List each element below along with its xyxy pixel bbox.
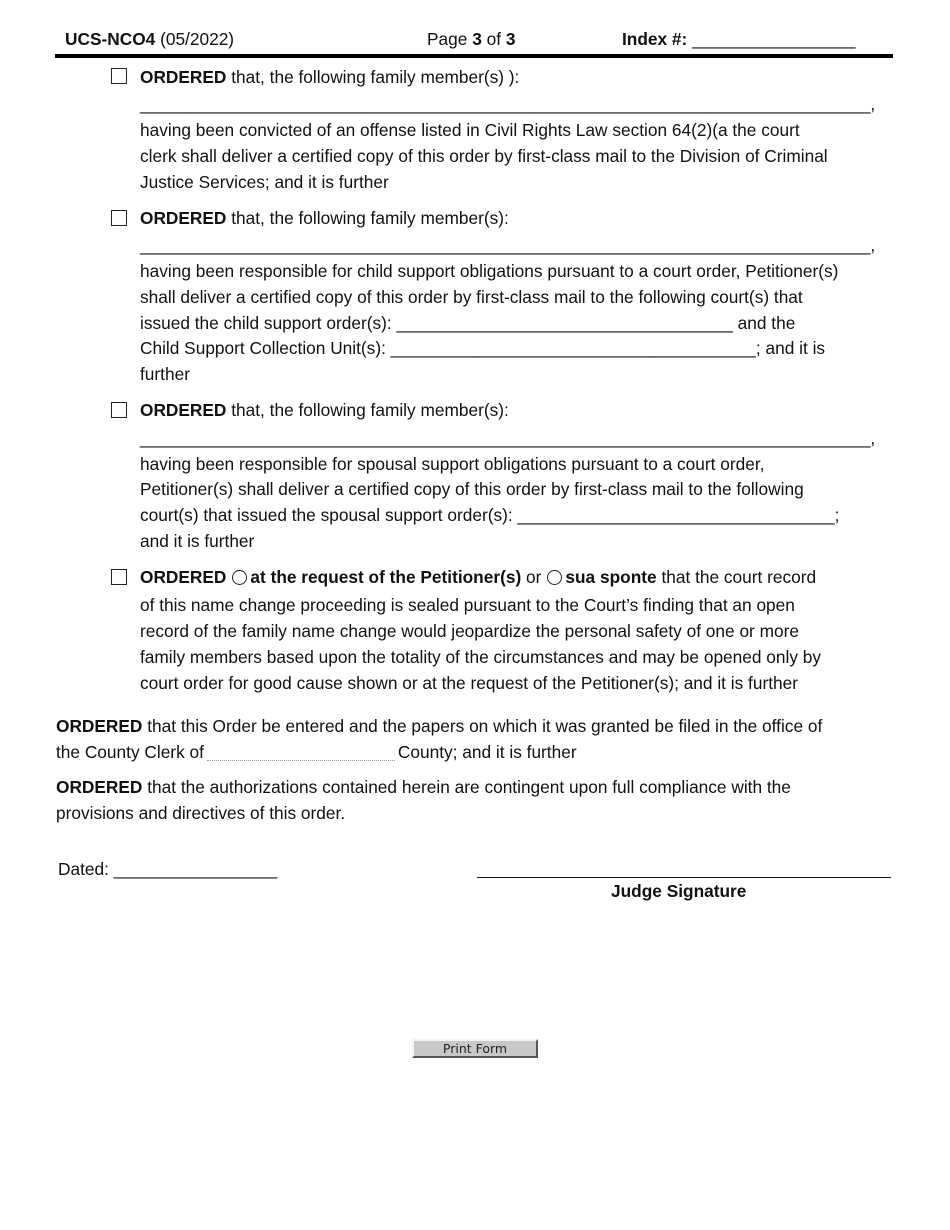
county-input[interactable] [207, 743, 395, 761]
clause3-line2: Petitioner(s) shall deliver a certified copy of this order by first-class mail to the following [140, 479, 804, 499]
clause3-heading: ORDERED that, the following family member(s): [140, 400, 509, 420]
form-id: UCS-NCO4 (05/2022) [65, 29, 235, 49]
clause2-line2: shall deliver a certified copy of this order by first-class mail to the following court(s) that [140, 287, 803, 307]
clause4-line1: of this name change proceeding is sealed pursuant to the Court’s finding that an open [140, 595, 795, 615]
clause3-blank: ____________________________________________________________________________, [140, 428, 876, 448]
order-entered-line2: the County Clerk of County; and it is further [56, 742, 577, 762]
clause2-line3: issued the child support order(s): ___________________________________ and the [140, 313, 796, 333]
clause2-line1: having been responsible for child support obligations pursuant to a court order, Petitioner(s) [140, 261, 839, 281]
sua-sponte-radio[interactable] [547, 570, 562, 585]
clause1-line3: Justice Services; and it is further [140, 172, 389, 192]
clause3-line3: court(s) that issued the spousal support order(s): _________________________________; [140, 505, 840, 525]
order-contingent-line2: provisions and directives of this order. [56, 803, 346, 823]
clause3-line1: having been responsible for spousal support obligations pursuant to a court order, [140, 454, 765, 474]
clause4-line3: family members based upon the totality of the circumstances and may be opened only by [140, 647, 822, 667]
clause2-line4: Child Support Collection Unit(s): ______________________________________; and it is [140, 338, 826, 358]
judge-signature-line [477, 877, 891, 878]
clause3-line4: and it is further [140, 531, 255, 551]
clause2-heading: ORDERED that, the following family member(s): [140, 208, 509, 228]
clause4-heading: ORDERED at the request of the Petitioner(s) or sua sponte that the court record [140, 567, 817, 587]
order-contingent-line1: ORDERED that the authorizations contained herein are contingent upon full compliance with the [56, 777, 791, 797]
clause2-checkbox[interactable] [111, 210, 127, 226]
clause4-checkbox[interactable] [111, 569, 127, 585]
clause1-blank: ____________________________________________________________________________, [140, 94, 876, 114]
judge-signature-label: Judge Signature [611, 881, 747, 901]
clause1-heading: ORDERED that, the following family member(s) ): [140, 67, 520, 87]
order-entered-line1: ORDERED that this Order be entered and the papers on which it was granted be filed in the office of [56, 716, 823, 736]
clause3-checkbox[interactable] [111, 402, 127, 418]
clause4-line2: record of the family name change would jeopardize the personal safety of one or more [140, 621, 799, 641]
dated-field: Dated: _________________ [58, 859, 278, 879]
header-rule [55, 54, 893, 58]
clause2-line5: further [140, 364, 190, 384]
clause4-line4: court order for good cause shown or at the request of the Petitioner(s); and it is further [140, 673, 798, 693]
index-number: Index #: _________________ [622, 29, 856, 49]
page-number: Page 3 of 3 [427, 29, 516, 49]
petitioner-request-radio[interactable] [232, 570, 247, 585]
print-form-button[interactable]: Print Form [412, 1039, 538, 1058]
clause2-blank: ____________________________________________________________________________, [140, 235, 876, 255]
clause1-line1: having been convicted of an offense listed in Civil Rights Law section 64(2)(a the court [140, 120, 800, 140]
clause1-line2: clerk shall deliver a certified copy of this order by first-class mail to the Division of Criminal [140, 146, 828, 166]
clause1-checkbox[interactable] [111, 68, 127, 84]
